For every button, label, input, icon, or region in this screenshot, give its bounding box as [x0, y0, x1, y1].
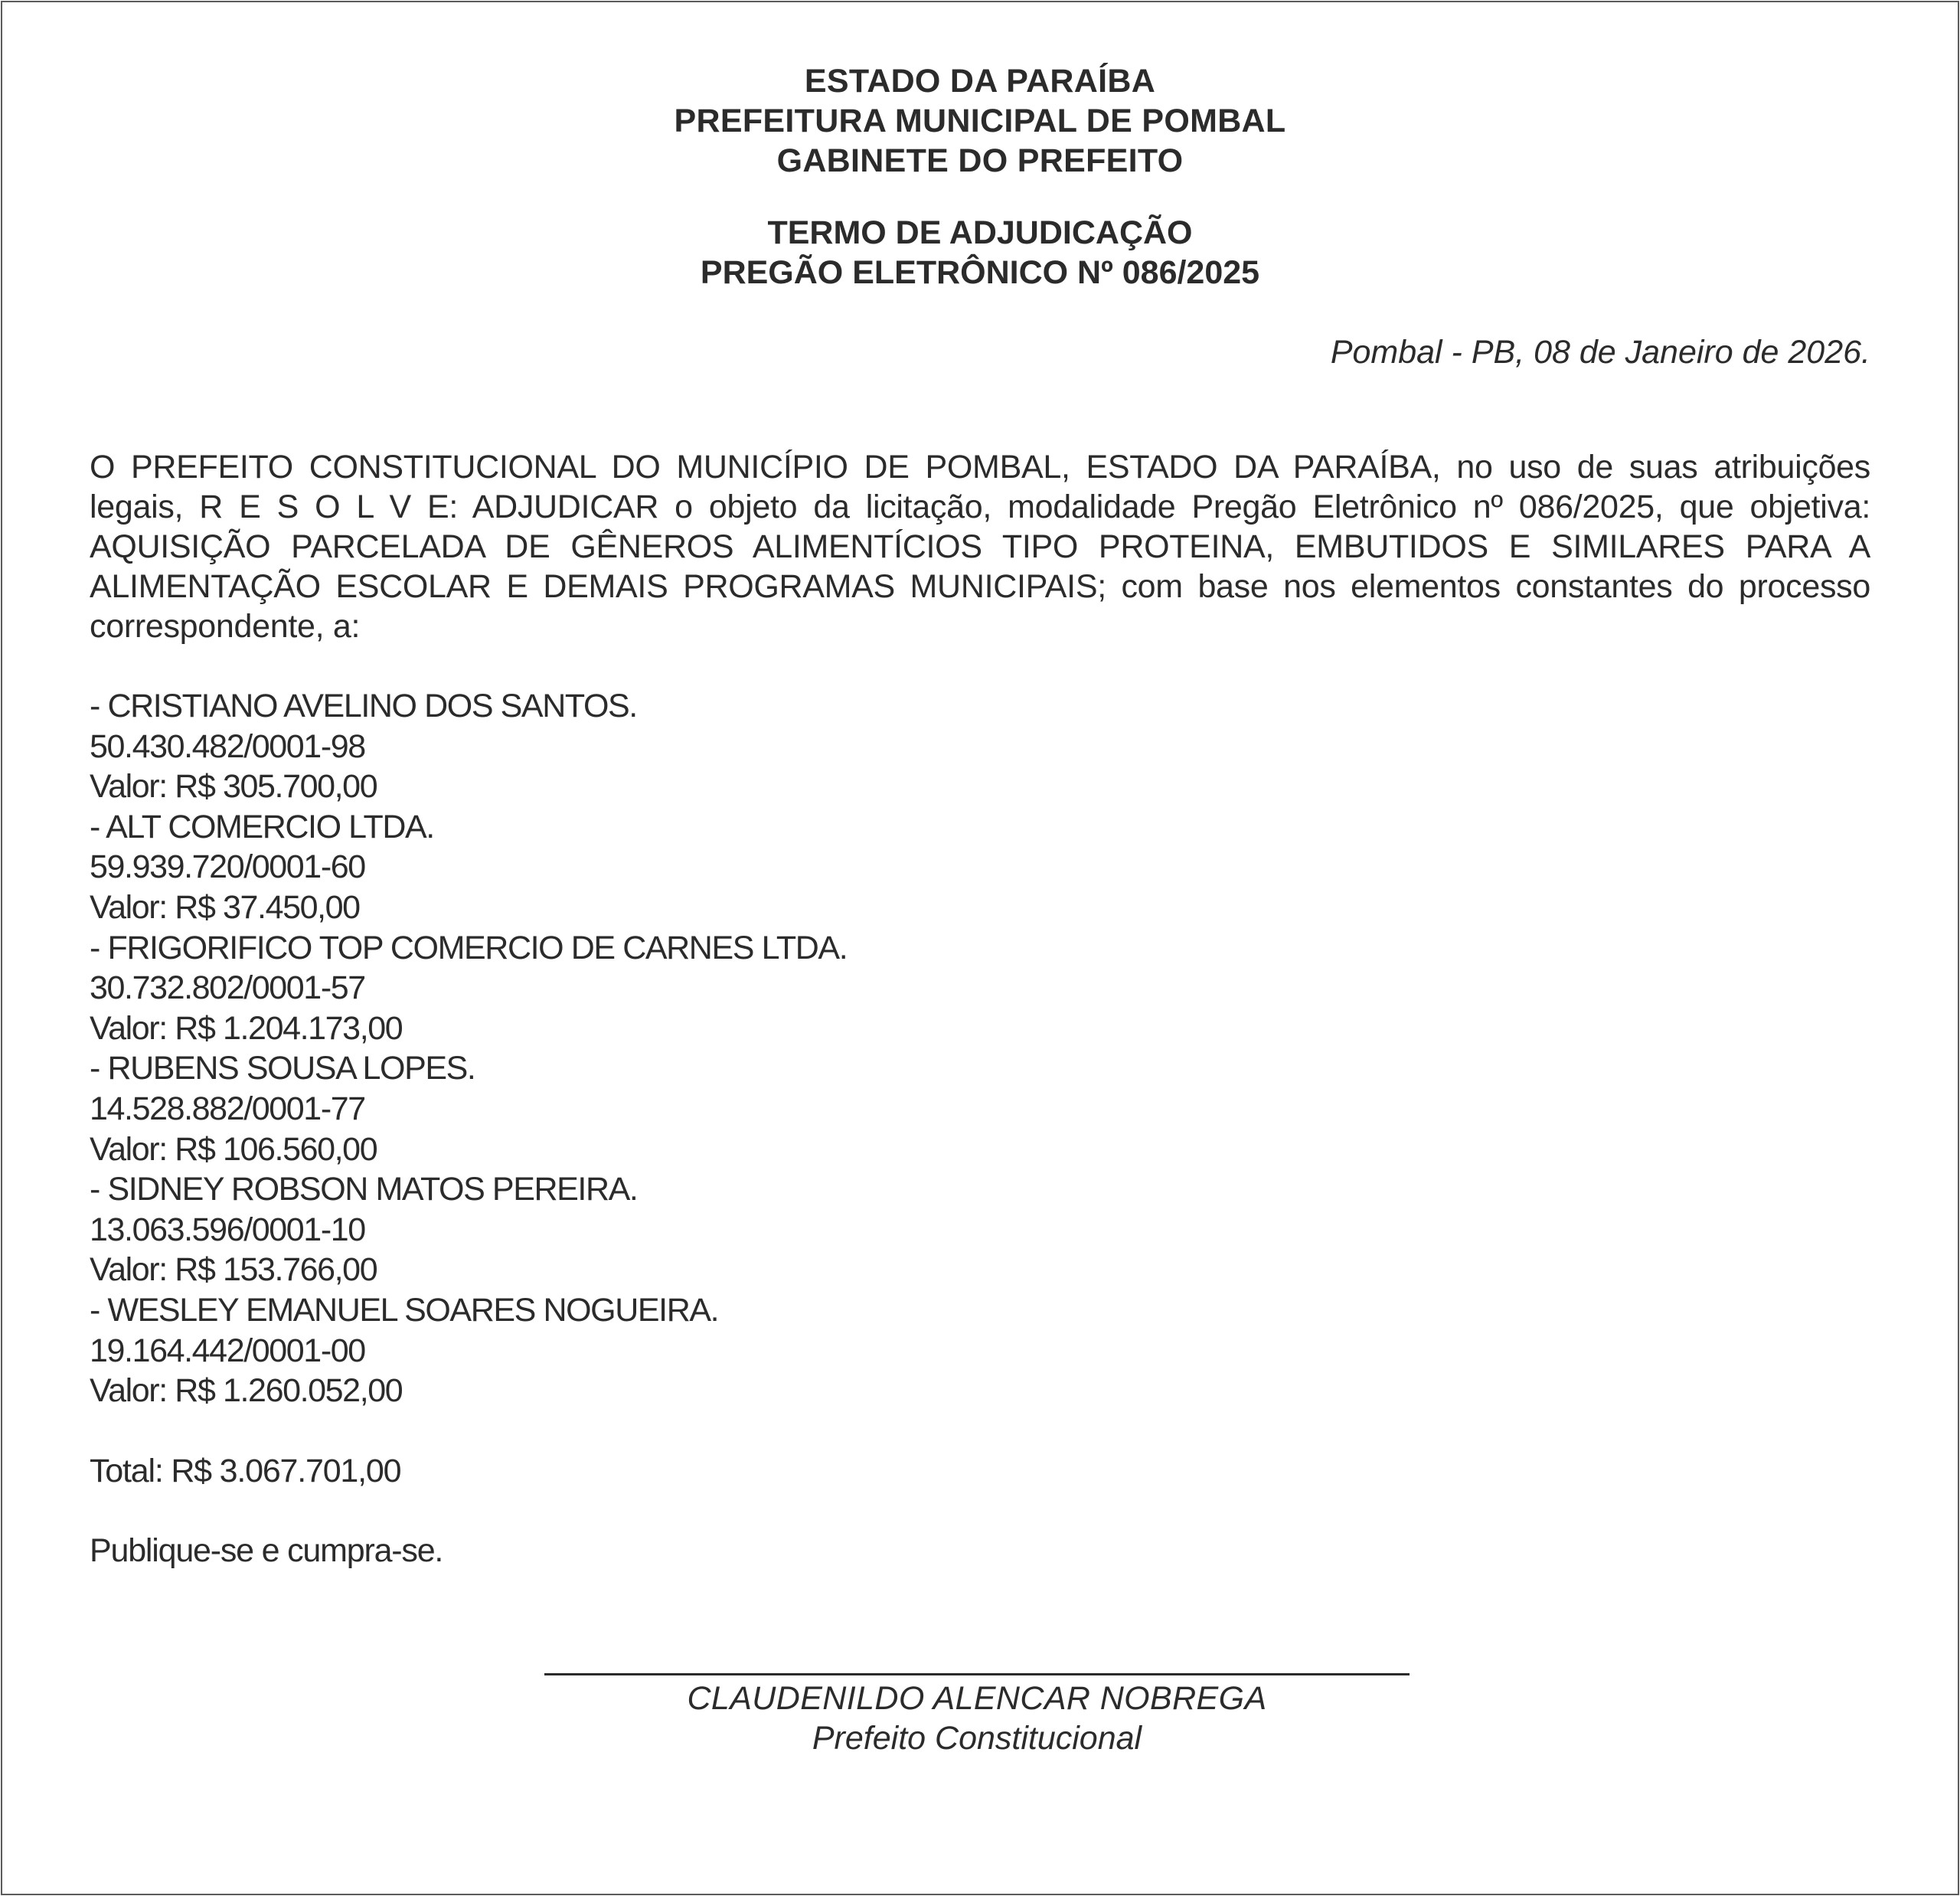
- signature-block: [544, 1673, 1410, 1758]
- company-cnpj: 50.430.482/0001-98: [90, 727, 365, 765]
- company-value: Valor: R$ 1.260.052,00: [90, 1372, 403, 1410]
- company-value: Valor: R$ 153.766,00: [90, 1251, 377, 1289]
- company-cnpj: 13.063.596/0001-10: [90, 1211, 365, 1248]
- document-content: [90, 61, 1870, 1571]
- signature-line: [544, 1673, 1410, 1675]
- company-value: Valor: R$ 305.700,00: [90, 768, 377, 806]
- company-value: Valor: R$ 106.560,00: [90, 1130, 377, 1168]
- signatory-name: CLAUDENILDO ALENCAR NOBREGA: [687, 1680, 1267, 1717]
- company-name: - WESLEY EMANUEL SOARES NOGUEIRA.: [90, 1291, 719, 1329]
- document-header: [90, 61, 1870, 181]
- company-name: - ALT COMERCIO LTDA.: [90, 808, 434, 845]
- title-auction: PREGÃO ELETRÔNICO Nº 086/2025: [700, 254, 1260, 291]
- document-title: [90, 213, 1870, 293]
- company-cnpj: 14.528.882/0001-77: [90, 1090, 365, 1127]
- body-paragraph: O PREFEITO CONSTITUCIONAL DO MUNICÍPIO DE POMBAL, ESTADO DA PARAÍBA, no uso de suas atribuições legais, R E S O L V E: ADJUDICAR o objeto da licitação, modalidade Pregão Eletrônico nº 086/2025, que objetiva: AQUISIÇÃO PARCELADA DE GÊNEROS ALIMENTÍCIOS TIPO PROTEINA, EMBUTIDOS E SIMILARES PARA A ALIMENTAÇÃO ESCOLAR E DEMAIS PROGRAMAS MUNICIPAIS; com base nos elementos constantes do processo correspondente, a:: [90, 449, 1870, 645]
- company-value: Valor: R$ 1.204.173,00: [90, 1009, 403, 1047]
- company-cnpj: 30.732.802/0001-57: [90, 969, 365, 1007]
- company-name: - RUBENS SOUSA LOPES.: [90, 1050, 475, 1087]
- company-name: - SIDNEY ROBSON MATOS PEREIRA.: [90, 1171, 638, 1208]
- company-cnpj: 59.939.720/0001-60: [90, 848, 365, 886]
- title-term: TERMO DE ADJUDICAÇÃO: [767, 214, 1193, 251]
- date-line: Pombal - PB, 08 de Janeiro de 2026.: [1330, 334, 1870, 371]
- company-value: Valor: R$ 37.450,00: [90, 888, 360, 926]
- company-cnpj: 19.164.442/0001-00: [90, 1332, 365, 1369]
- header-office: GABINETE DO PREFEITO: [776, 142, 1184, 179]
- signatory-role: Prefeito Constitucional: [812, 1720, 1142, 1757]
- closing-statement: Publique-se e cumpra-se.: [90, 1532, 443, 1569]
- header-prefecture: PREFEITURA MUNICIPAL DE POMBAL: [674, 103, 1286, 139]
- awarded-companies-list: [90, 686, 1870, 1411]
- header-state: ESTADO DA PARAÍBA: [804, 63, 1156, 100]
- company-name: - CRISTIANO AVELINO DOS SANTOS.: [90, 688, 637, 724]
- total-value: Total: R$ 3.067.701,00: [90, 1452, 401, 1489]
- company-name: - FRIGORIFICO TOP COMERCIO DE CARNES LTDA.: [90, 929, 848, 966]
